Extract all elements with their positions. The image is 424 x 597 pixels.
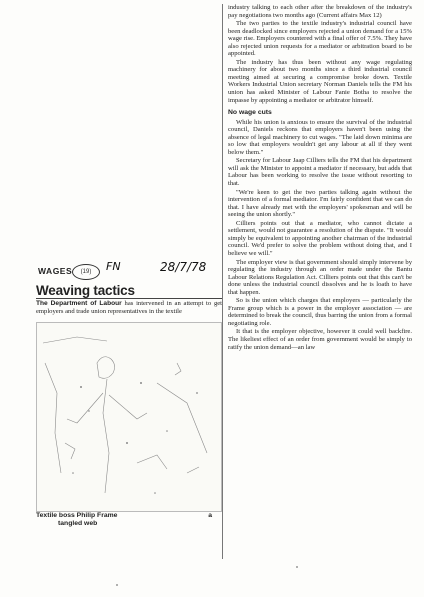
- section-label: WAGES: [38, 266, 73, 276]
- scan-speck: [116, 584, 118, 586]
- photo-sketch: [37, 323, 221, 511]
- lead-text: has intervened in an attempt to get employers and trade union representatives in the textile: [36, 300, 222, 315]
- caption-tail: a: [208, 512, 212, 519]
- article-paragraph: The employer view is that government should simply intervene by regulating the industry through an order made under the Bantu Labour Relations Regulation Act. Cilliers points out that this can't be done unless the industrial council dissolves and he is loath to have that happen.: [228, 258, 412, 296]
- caption-line-2: tangled web: [58, 520, 98, 527]
- article-paragraph: Secretary for Labour Jaap Cilliers tells the FM that his department will ask the Minister to appoint a mediator if necessary, but adds that Labour has been working to resolve the issue without resorting to that.: [228, 157, 412, 188]
- lead-bold-text: The Department of Labour: [36, 300, 122, 307]
- scan-speck: [296, 566, 298, 568]
- photo-caption: [36, 512, 220, 528]
- article-paragraph: industry talking to each other after the breakdown of the industry's pay negotiations two months ago (Current affairs Max 12): [228, 4, 412, 19]
- clipping-edge: [222, 4, 225, 559]
- article-paragraph: Cilliers points out that a mediator, who cannot dictate a settlement, would not guarantee a resolution of the dispute. "It would simply be equivalent to appointing another chairman of the industrial council. We'd prefer to solve the problem without doing that, and I believe we will.": [228, 219, 412, 257]
- article-paragraph: The industry has thus been without any wage regulating machinery for about two months since a third industrial council meeting aimed at securing a compromise broke down. Textile Workers Industrial Union secretary Norman Daniels tells the FM his union has asked Minister of Labour Fanie Botha to resolve the impasse by appointing a mediator or arbitrator himself.: [228, 58, 412, 104]
- article-paragraph: While his union is anxious to ensure the survival of the industrial council, Daniels reckons that employers haven't been using the absence of legal machinery to cut wages. "The laid down minima are so low that employers wouldn't get any labour at all if they went below them.": [228, 118, 412, 156]
- caption-line-1: Textile boss Philip Frame: [36, 512, 118, 519]
- archive-stamp: (19): [72, 264, 100, 280]
- article-column-right: [228, 4, 412, 352]
- headline: Weaving tactics: [36, 283, 135, 298]
- photo-textile-boss: [36, 322, 222, 512]
- article-paragraph: "We're keen to get the two parties talking again without the intervention of a formal mediator. I'm fairly confident that we can do that. I have already met with the employers' spokesman and will be seeing the union shortly.": [228, 188, 412, 219]
- handwritten-source-note: FN: [106, 260, 121, 273]
- lead-paragraph: [36, 300, 222, 315]
- handwritten-date-note: 28/7/78: [160, 260, 207, 274]
- article-paragraph: The two parties to the textile industry's industrial council have been deadlocked since employers rejected a union demand for a 15% wage rise. Employers countered with a final offer of 7.5%. They have also rejected union requests for a mediator or arbitration board to be appointed.: [228, 20, 412, 58]
- article-paragraph: So is the union which charges that employers — particularly the Frame group which is a power in the employer association — are determined to break the council, thus barring the union from a formal negotiating role.: [228, 297, 412, 327]
- article-subhead: No wage cuts: [228, 109, 272, 117]
- article-paragraph: It that is the employer objective, however it could well backfire. The likeliest effect of an order from government would be simply to ratify the union demand—an law: [228, 328, 412, 351]
- headline-rule: [36, 298, 222, 299]
